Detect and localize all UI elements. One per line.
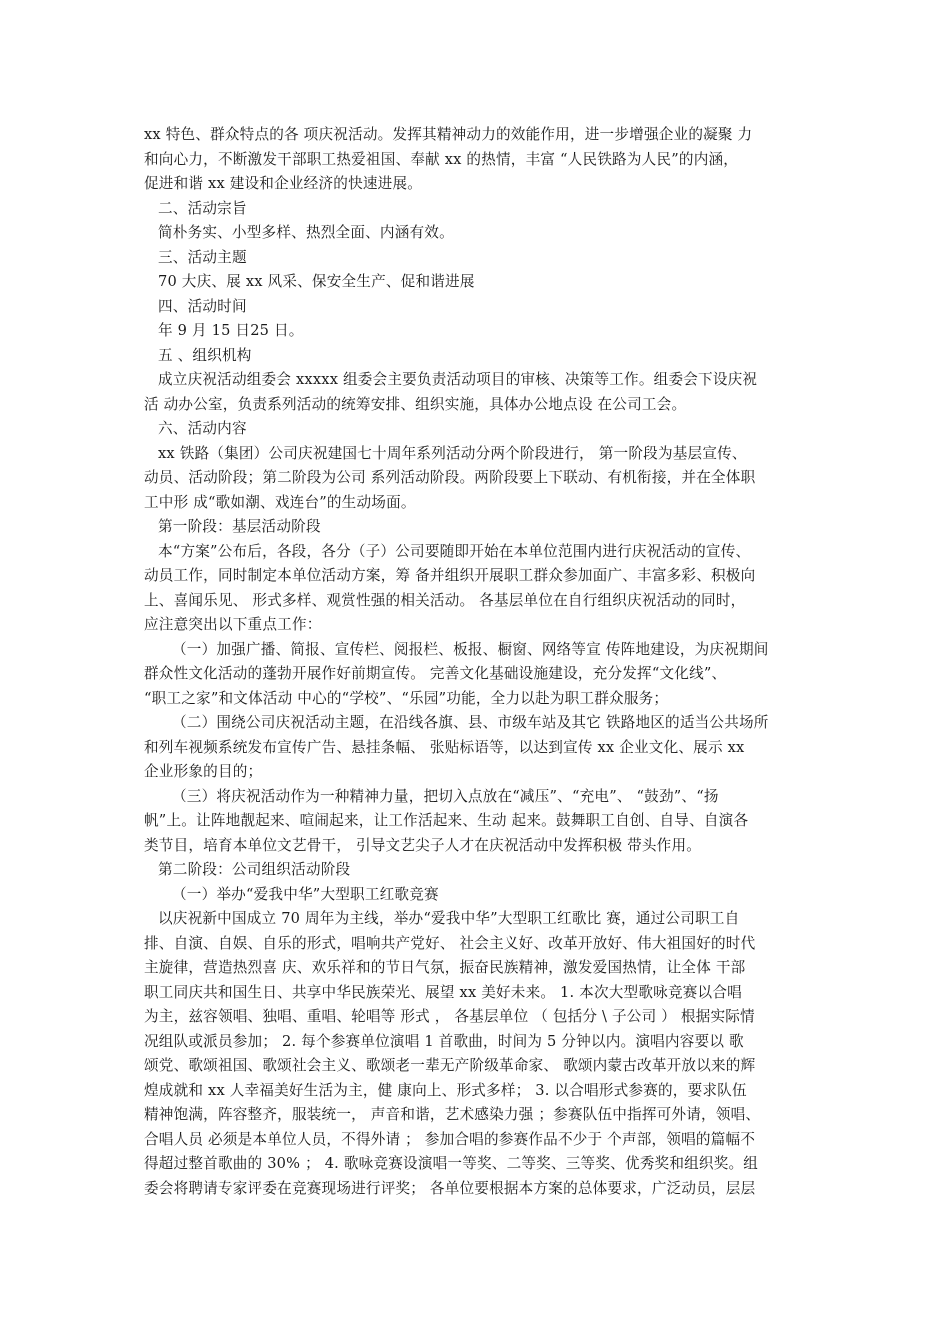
text-line: 简朴务实、小型多样、热烈全面、内涵有效。 xyxy=(158,224,454,241)
text-line: “职工之家”和文体活动 中心的“学校”、“乐园”功能，全力以赴为职工群众服务； xyxy=(144,689,669,707)
text-line: 70 大庆、展 xx 风采、保安全生产、促和谐进展 xyxy=(158,273,475,290)
text-line: 煌成就和 xx 人幸福美好生活为主，健 康向上、形式多样； 3. 以合唱形式参赛的，要求队伍 xyxy=(144,1081,747,1099)
text-line: xx 铁路（集团）公司庆祝建国七十周年系列活动分两个阶段进行， 第一阶段为基层宣传、 xyxy=(158,444,747,462)
text-line: （二）围绕公司庆祝活动主题，在沿线各旗、县、市级车站及其它 铁路地区的适当公共场所 xyxy=(172,714,769,731)
text-line: 第二阶段：公司组织活动阶段 xyxy=(158,861,351,878)
text-line: 二、活动宗旨 xyxy=(158,199,247,217)
document-body xyxy=(144,123,804,1201)
text-line: 四、活动时间 xyxy=(158,297,247,315)
text-line: 六、活动内容 xyxy=(158,420,247,437)
text-line: 主旋律，营造热烈喜 庆、欢乐祥和的节日气氛，振奋民族精神，激发爱国热情，让全体 干部 xyxy=(144,959,746,976)
text-line: 五 、组织机构 xyxy=(158,346,252,364)
text-line: 活 动办公室，负责系列活动的统筹安排、组织实施，具体办公地点设 在公司工会。 xyxy=(144,395,687,413)
text-line: 上、喜闻乐见、 形式多样、观赏性强的相关活动。 各基层单位在自行组织庆祝活动的同时， xyxy=(144,591,746,609)
text-line: 得超过整首歌曲的 30% ； 4. 歌咏竞赛设演唱一等奖、二等奖、三等奖、优秀奖和组织奖。组 xyxy=(144,1155,759,1172)
text-line: 年 9 月 15 日25 日。 xyxy=(158,322,304,339)
text-line: 群众性文化活动的蓬勃开展作好前期宣传。 完善文化基础设施建设，充分发挥“文化线”、 xyxy=(144,665,727,682)
text-line: 动员工作，同时制定本单位活动方案，筹 备并组织开展职工群众参加面广、丰富多彩、积极向 xyxy=(144,567,756,584)
text-line: 颂党、歌颂祖国、歌颂社会主义、歌颂老一辈无产阶级革命家、 歌颂内蒙古改革开放以来的辉 xyxy=(144,1057,756,1074)
text-line: 委会将聘请专家评委在竞赛现场进行评奖； 各单位要根据本方案的总体要求，广泛动员，层层 xyxy=(144,1179,756,1197)
text-line: 工中形 成“歌如潮、戏连台”的生动场面。 xyxy=(144,493,416,511)
text-line: 排、自演、自娱、自乐的形式，唱响共产党好、 社会主义好、改革开放好、伟大祖国好的时代 xyxy=(144,934,756,952)
text-line: 本“方案”公布后，各段，各分（子）公司要随即开始在本单位范围内进行庆祝活动的宣传、 xyxy=(158,542,751,560)
text-line: （三）将庆祝活动作为一种精神力量，把切入点放在“减压”、“充电”、 “鼓劲”、“扬 xyxy=(172,787,719,805)
text-line: 成立庆祝活动组委会 xxxxx 组委会主要负责活动项目的审核、决策等工作。组委会下设庆祝 xyxy=(158,371,758,388)
text-line: 促进和谐 xx 建设和企业经济的快速进展。 xyxy=(144,175,423,192)
text-line: 企业形象的目的； xyxy=(144,763,263,780)
text-line: 合唱人员 必须是本单位人员，不得外请 ； 参加合唱的参赛作品不少于 个声部，领唱的篇幅不 xyxy=(144,1130,756,1148)
text-line: 应注意突出以下重点工作： xyxy=(144,616,322,633)
text-line: 和向心力，不断激发干部职工热爱祖国、奉献 xx 的热情，丰富 “人民铁路为人民”的内涵， xyxy=(144,150,739,168)
text-line: 和列车视频系统发布宣传广告、悬挂条幅、 张贴标语等，以达到宣传 xx 企业文化、展示 xx xyxy=(144,738,745,756)
text-line: 职工同庆共和国生日、共享中华民族荣光、展望 xx 美好未来。 1. 本次大型歌咏竞赛以合唱 xyxy=(144,983,742,1001)
text-line: 类节目，培育本单位文艺骨干， 引导文艺尖子人才在庆祝活动中发挥积极 带头作用。 xyxy=(144,836,702,854)
text-line: 第一阶段：基层活动阶段 xyxy=(158,518,321,535)
text-line: 动员、活动阶段；第二阶段为公司 系列活动阶段。两阶段要上下联动、有机衔接，并在全体职 xyxy=(144,469,756,486)
text-line: （一）举办“爱我中华”大型职工红歌竞赛 xyxy=(172,885,439,903)
text-line: 况组队或派员参加； 2. 每个参赛单位演唱 1 首歌曲，时间为 5 分钟以内。演唱内容要以 歌 xyxy=(144,1032,744,1050)
text-line: 三、活动主题 xyxy=(158,248,247,266)
text-line: xx 特色、群众特点的各 项庆祝活动。发挥其精神动力的效能作用，进一步增强企业的凝聚 力 xyxy=(144,126,753,143)
text-line: 精神饱满，阵容整齐，服装统一， 声音和谐，艺术感染力强 ；参赛队伍中指挥可外请，领唱、 xyxy=(144,1106,761,1123)
text-line: 帆”上。让阵地靓起来、喧闹起来，让工作活起来、生动 起来。鼓舞职工自创、自导、自演各 xyxy=(144,812,749,829)
text-line: 为主，兹容领唱、独唱、重唱、轮唱等 形式 ， 各基层单位 （ 包括分 \ 子公司 ） 根据实际情 xyxy=(144,1008,755,1025)
text-line: 以庆祝新中国成立 70 周年为主线，举办“爱我中华”大型职工红歌比 赛，通过公司职工自 xyxy=(158,910,740,927)
text-line: （一）加强广播、简报、宣传栏、阅报栏、板报、橱窗、网络等宣 传阵地建设，为庆祝期间 xyxy=(172,640,769,658)
